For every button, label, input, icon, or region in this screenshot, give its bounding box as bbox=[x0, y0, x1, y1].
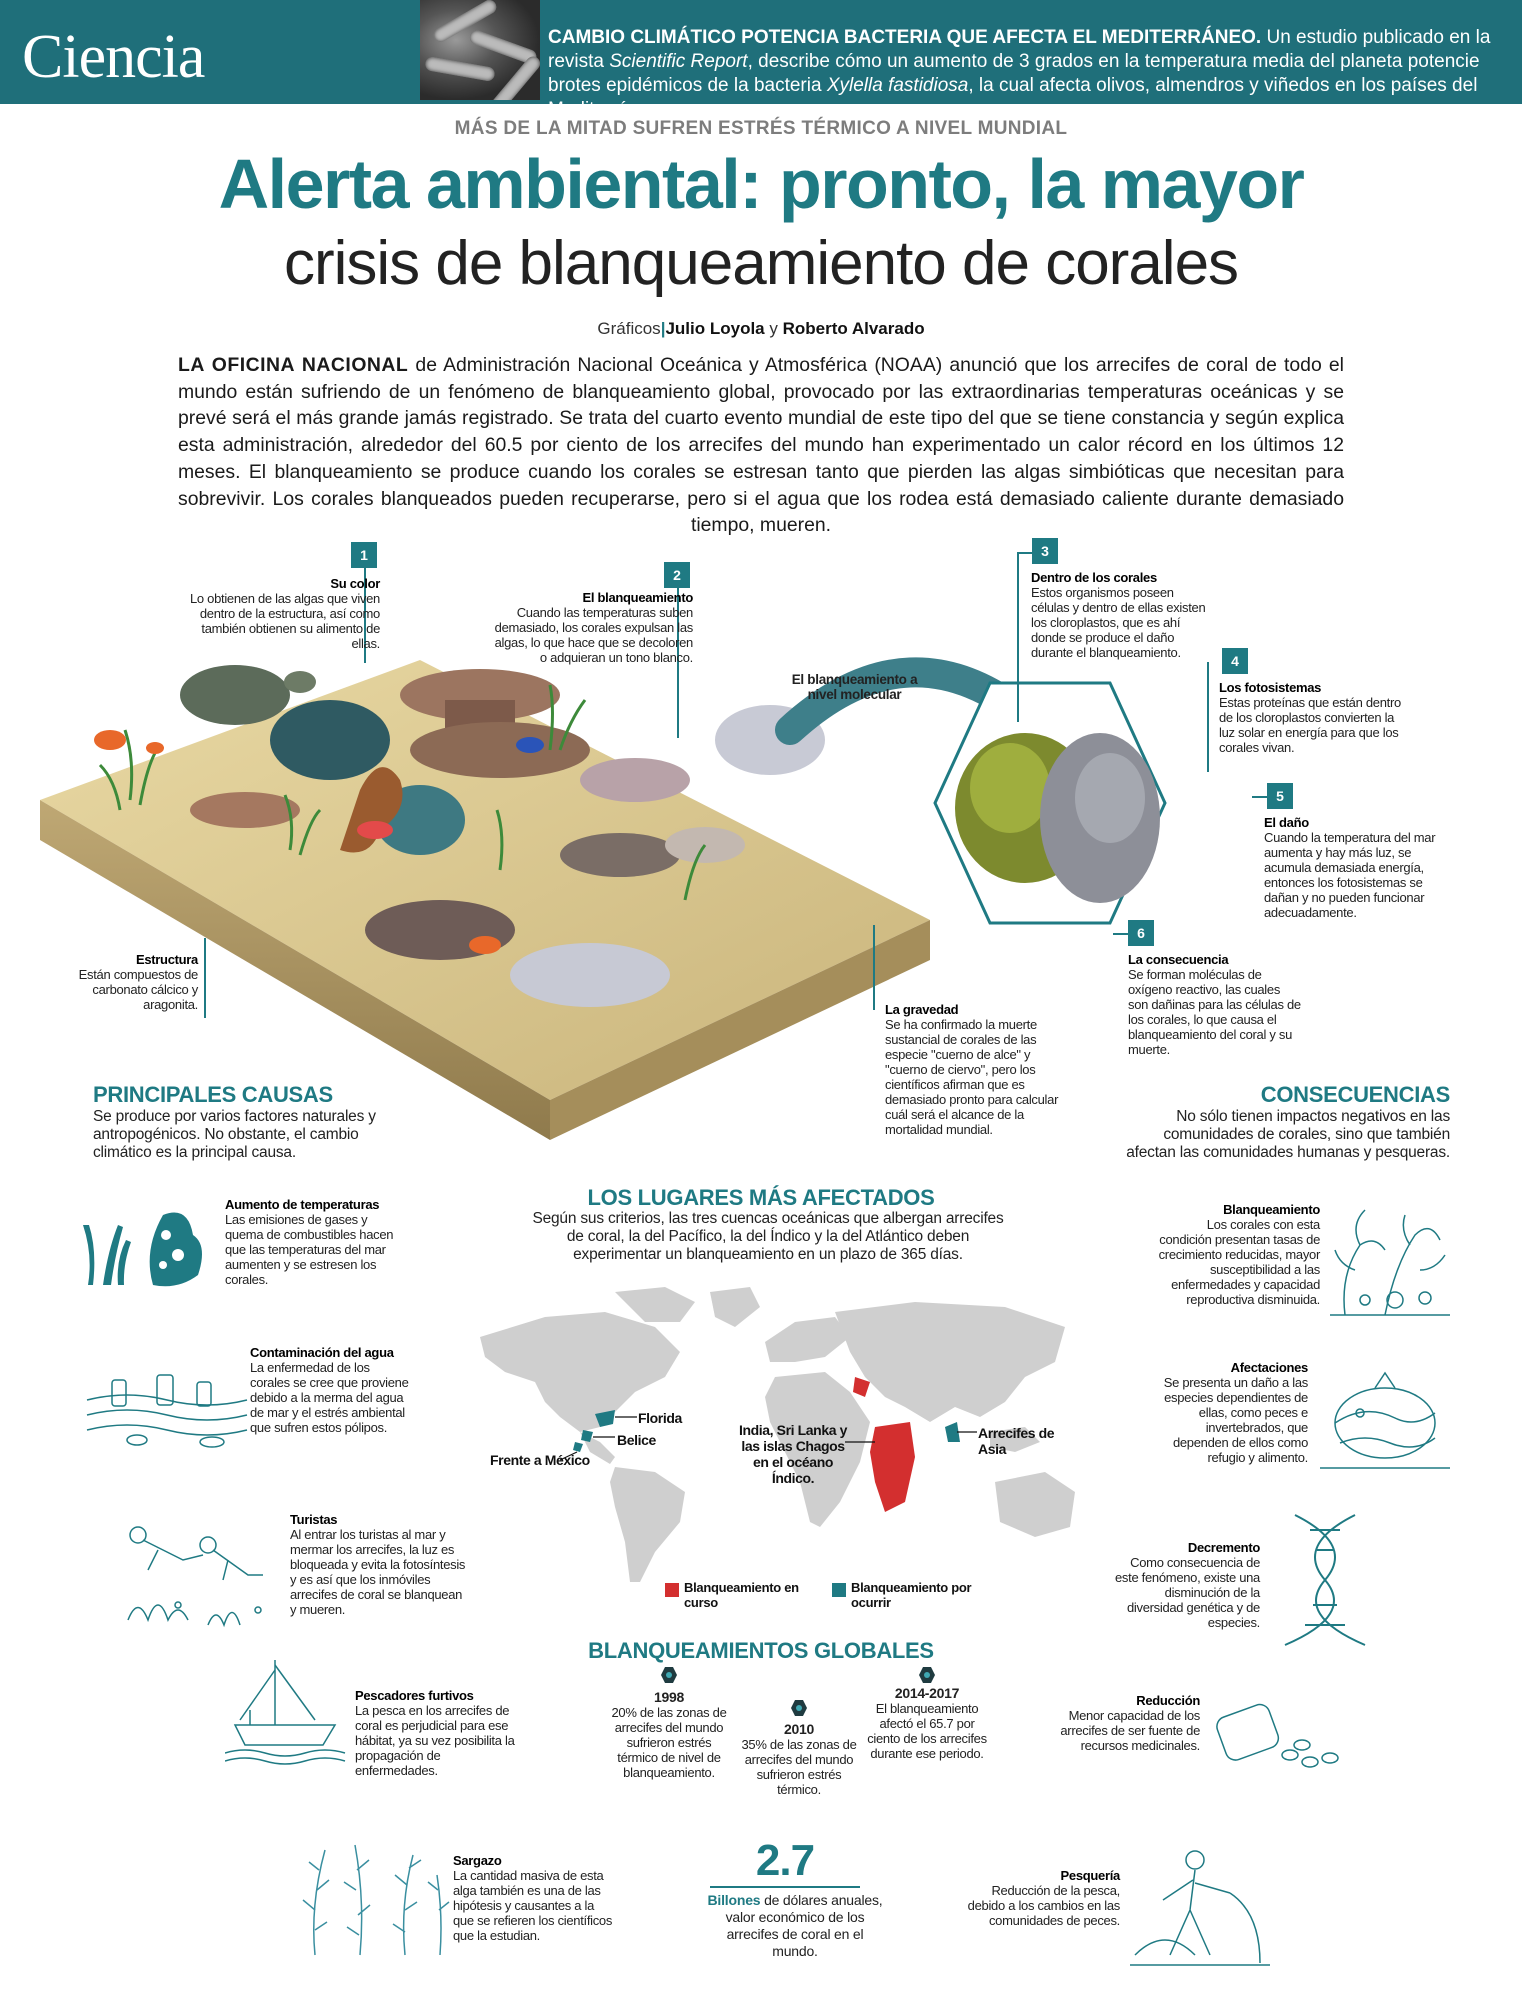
brief-journal: Scientific Report bbox=[609, 51, 748, 72]
brief-text-1: Un estudio publicado en la revista bbox=[548, 27, 1491, 72]
callout-2-text bbox=[488, 590, 693, 665]
leader-line bbox=[1113, 933, 1128, 935]
pollution-icon bbox=[82, 1360, 252, 1450]
section-name: Ciencia bbox=[22, 23, 205, 91]
causes-heading: PRINCIPALES CAUSAS bbox=[93, 1082, 333, 1107]
consequence-4-title: Reducción bbox=[1136, 1693, 1200, 1708]
leader-line bbox=[873, 925, 875, 1010]
event-1998-year: 1998 bbox=[654, 1689, 684, 1705]
callout-1-title: Su color bbox=[330, 576, 380, 591]
turtle-shape bbox=[180, 665, 290, 725]
coral-zoom-hexagon bbox=[930, 678, 1170, 928]
consequence-5-body: Reducción de la pesca, debido a los cambios en las comunidades de peces. bbox=[967, 1883, 1120, 1928]
consequence-3 bbox=[1110, 1540, 1260, 1630]
callout-4-text bbox=[1219, 680, 1404, 755]
callout-2-body: Cuando las temperaturas suben demasiado, los corales expulsan las algas, lo que hace que se decoloren o adquieran un tono blanco. bbox=[494, 605, 693, 665]
clownfish-shape bbox=[94, 730, 126, 750]
callout-4-title: Los fotosistemas bbox=[1219, 680, 1322, 695]
brief-text-3: , la cual afecta olivos, almendros y viñedos en los países del Mediterráneo. bbox=[548, 75, 1478, 120]
cause-4-body: La pesca en los arrecifes de coral es perjudicial para ese hábitat, ya su vez posibilita la propagación de enfermedades. bbox=[355, 1703, 515, 1778]
callout-6-text bbox=[1128, 952, 1303, 1057]
brief-text-2: , describe cómo un aumento de 3 grados en la temperatura media del planeta potencie brotes epidémicos de la bacteria bbox=[548, 51, 1480, 96]
callout-5-text bbox=[1264, 815, 1442, 920]
callout-number-5: 5 bbox=[1267, 783, 1293, 809]
callout-1-body: Lo obtienen de las algas que viven dentro de la estructura, así como también obtienen su alimento de ellas. bbox=[189, 591, 380, 651]
gravity-body: Se ha confirmado la muerte sustancial de corales de las especie "cuerno de alce" y "cuerno de ciervo", pero los científicos afirman que es demasiado pronto para calcular cuál será el alcance de la mortalidad mundial. bbox=[885, 1017, 1059, 1137]
brief-text bbox=[548, 26, 1508, 122]
credits-author-2: Roberto Alvarado bbox=[782, 319, 925, 338]
cause-2-body: La enfermedad de los corales se cree que proviene debido a la merma del agua de mar y el estrés ambiental que sufren estos pólipos. bbox=[250, 1360, 409, 1435]
cause-1-body: Las emisiones de gases y quema de combustibles hacen que las temperaturas del mar aumenten y se estresen los corales. bbox=[225, 1212, 394, 1287]
event-2010 bbox=[736, 1722, 862, 1797]
bleached-coral-icon bbox=[1325, 1200, 1455, 1320]
event-2010-text: 35% de las zonas de arrecifes del mundo sufrieron estrés térmico. bbox=[741, 1737, 857, 1797]
cause-1-title: Aumento de temperaturas bbox=[225, 1197, 380, 1212]
credits bbox=[0, 319, 1522, 339]
headline-line2: crisis de blanqueamiento de corales bbox=[283, 229, 1239, 298]
bacteria-photo bbox=[420, 0, 540, 100]
callout-6-title: La consecuencia bbox=[1128, 952, 1229, 967]
callout-5-body: Cuando la temperatura del mar aumenta y hay más luz, se acumula demasiada energía, entonces los fotosistemas se dañan y no pueden funcionar adecuadamente. bbox=[1264, 830, 1436, 920]
dna-icon bbox=[1265, 1510, 1385, 1650]
big-number-rule bbox=[710, 1886, 860, 1888]
legend-ongoing-swatch bbox=[665, 1583, 679, 1597]
label-india: India, Sri Lanka y las islas Chagos en el océano Índico. bbox=[739, 1422, 847, 1486]
callout-number-4: 4 bbox=[1222, 648, 1248, 674]
gravity-text bbox=[885, 1002, 1070, 1137]
credits-separator: | bbox=[660, 319, 666, 338]
leader-line bbox=[1207, 662, 1209, 772]
callout-5-title: El daño bbox=[1264, 815, 1309, 830]
cause-3-title: Turistas bbox=[290, 1512, 338, 1527]
cause-5-body: La cantidad masiva de esta alga también es una de las hipótesis y causantes a la que se refieren los científicos que la estudian. bbox=[453, 1868, 613, 1943]
kicker: MÁS DE LA MITAD SUFREN ESTRÉS TÉRMICO A NIVEL MUNDIAL bbox=[454, 118, 1068, 139]
consequence-5-title: Pesquería bbox=[1060, 1868, 1120, 1883]
cause-5-title: Sargazo bbox=[453, 1853, 502, 1868]
callout-number-3: 3 bbox=[1032, 538, 1058, 564]
consequence-1-title: Blanqueamiento bbox=[1223, 1202, 1320, 1217]
intro-paragraph bbox=[178, 352, 1344, 539]
consequence-2 bbox=[1148, 1360, 1308, 1465]
leader-line bbox=[1017, 552, 1019, 722]
callout-3-body: Estos organismos poseen células y dentro de ellas existen los cloroplastos, que es ahí donde se produce el daño durante el blanqueamiento. bbox=[1031, 585, 1206, 660]
headline-line1: Alerta ambiental: pronto, la mayor bbox=[218, 145, 1304, 223]
cause-5 bbox=[453, 1853, 618, 1943]
leader-line bbox=[204, 938, 206, 1018]
label-belice: Belice bbox=[617, 1432, 656, 1448]
timeline-marker-1998 bbox=[661, 1667, 677, 1683]
molecular-label: El blanqueamiento a nivel molecular bbox=[791, 672, 918, 702]
event-1998 bbox=[606, 1690, 732, 1780]
credits-and: y bbox=[764, 319, 783, 338]
callout-4-body: Estas proteínas que están dentro de los cloroplastos convierten la luz solar en energía para que los corales vivan. bbox=[1219, 695, 1401, 755]
big-number-unit: Billones bbox=[707, 1892, 761, 1908]
sargassum-icon bbox=[295, 1840, 455, 1960]
consequence-5 bbox=[960, 1868, 1120, 1928]
cause-3-body: Al entrar los turistas al mar y mermar los arrecifes, la luz es bloqueada y evita la fotosíntesis y es así que los inmóviles arrecifes de coral se blanquean y mueren. bbox=[290, 1527, 466, 1617]
big-number: 2.7 bbox=[755, 1836, 815, 1885]
consequences-heading: CONSECUENCIAS bbox=[1260, 1082, 1450, 1107]
consequence-4 bbox=[1045, 1693, 1200, 1753]
leader-line bbox=[1252, 796, 1267, 798]
consequence-2-title: Afectaciones bbox=[1230, 1360, 1308, 1375]
callout-number-2: 2 bbox=[664, 562, 690, 588]
brief-headline: CAMBIO CLIMÁTICO POTENCIA BACTERIA QUE AFECTA EL MEDITERRÁNEO. bbox=[548, 27, 1262, 48]
structure-text bbox=[70, 952, 198, 1012]
cause-3 bbox=[290, 1512, 468, 1617]
event-2014-text: El blanqueamiento afectó el 65.7 por ciento de los arrecifes durante ese periodo. bbox=[867, 1701, 987, 1761]
structure-body: Están compuestos de carbonato cálcico y aragonita. bbox=[78, 967, 198, 1012]
consequence-3-title: Decremento bbox=[1187, 1540, 1260, 1555]
global-heading: BLANQUEAMIENTOS GLOBALES bbox=[588, 1638, 934, 1663]
places-intro: Según sus criterios, las tres cuencas oceánicas que albergan arrecifes de coral, la del Pacífico, la del Índico y la del Atlántico deben experimentar un blanqueamiento en un plazo de 365 días. bbox=[532, 1210, 1004, 1263]
legend-ongoing-label: Blanqueamiento en curso bbox=[684, 1580, 799, 1610]
intro-lead: LA OFICINA NACIONAL bbox=[178, 354, 409, 376]
consequence-3-body: Como consecuencia de este fenómeno, existe una disminución de la diversidad genética y de especies. bbox=[1115, 1555, 1260, 1630]
cause-2-title: Contaminación del agua bbox=[250, 1345, 394, 1360]
callout-1-text bbox=[185, 576, 380, 651]
fishing-boat-icon bbox=[225, 1655, 350, 1765]
consequence-2-body: Se presenta un daño a las especies dependientes de ellas, como peces e invertebrados, que dependen de ellos como refugio y alimento. bbox=[1163, 1375, 1308, 1465]
affected-fish-icon bbox=[1315, 1368, 1455, 1478]
credits-label: Gráficos bbox=[597, 319, 661, 338]
callout-3-title: Dentro de los corales bbox=[1031, 570, 1157, 585]
credits-author-1: Julio Loyola bbox=[665, 319, 765, 338]
consequences-intro: No sólo tienen impactos negativos en las comunidades de corales, sino que también afectan las comunidades humanas y pesqueras. bbox=[1126, 1108, 1450, 1161]
consequence-4-body: Menor capacidad de los arrecifes de ser fuente de recursos medicinales. bbox=[1060, 1708, 1200, 1753]
label-asia: Arrecifes de Asia bbox=[978, 1425, 1055, 1457]
callout-6-body: Se forman moléculas de oxígeno reactivo, las cuales son dañinas para las células de los corales, lo que causa el blanqueamiento del coral y su muerte. bbox=[1128, 967, 1301, 1057]
legend-upcoming-swatch bbox=[832, 1583, 846, 1597]
gravity-title: La gravedad bbox=[885, 1002, 959, 1017]
big-number-caption bbox=[705, 1892, 885, 1960]
callout-2-title: El blanqueamiento bbox=[582, 590, 693, 605]
consequence-1 bbox=[1155, 1202, 1320, 1307]
leader-line bbox=[1017, 552, 1032, 554]
fisherman-icon bbox=[1125, 1845, 1275, 1970]
brief-species: Xylella fastidiosa bbox=[826, 75, 969, 96]
event-1998-text: 20% de las zonas de arrecifes del mundo sufrieron estrés térmico de nivel de blanqueamiento. bbox=[611, 1705, 727, 1780]
intro-text: de Administración Nacional Oceánica y Atmosférica (NOAA) anunció que los arrecifes de coral de todo el mundo están sufriendo de un fenómeno de blanqueamiento global, provocado por las extraordinarias temperaturas oceánicas y se prevé será el más grande jamás registrado. Se trata del cuarto evento mundial de este tipo del que se tiene constancia y según explica esta administración, alrededor del 60.5 por ciento de los arrecifes del mundo han experimentado un calor récord en los últimos 12 meses. El blanqueamiento se produce cuando los corales se estresan tanto que pierden las algas simbióticas que necesitan para sobrevivir. Los corales blanqueados pueden recuperarse, pero si el agua que los rodea está demasiado caliente durante demasiado tiempo, mueren. bbox=[178, 354, 1344, 537]
event-2014-year: 2014-2017 bbox=[894, 1685, 960, 1701]
tourists-icon bbox=[118, 1510, 283, 1640]
timeline-marker-2014 bbox=[919, 1667, 935, 1683]
big-number-text: de dólares anuales, valor económico de los arrecifes de coral en el mundo. bbox=[725, 1892, 883, 1959]
timeline-marker-2010 bbox=[791, 1700, 807, 1716]
temperature-icon bbox=[78, 1200, 228, 1290]
cause-2 bbox=[250, 1345, 410, 1435]
callout-number-1: 1 bbox=[351, 542, 377, 568]
medicine-bottle-icon bbox=[1210, 1700, 1350, 1780]
label-mexico: Frente a México bbox=[490, 1452, 590, 1468]
label-florida: Florida bbox=[638, 1410, 682, 1426]
consequence-1-body: Los corales con esta condición presentan tasas de crecimiento reducidas, mayor susceptibilidad a las enfermedades y capacidad reproductiva disminuida. bbox=[1158, 1217, 1320, 1307]
event-2010-year: 2010 bbox=[784, 1721, 814, 1737]
cause-4 bbox=[355, 1688, 520, 1778]
causes-intro: Se produce por varios factores naturales y antropogénicos. No obstante, el cambio climático es la principal causa. bbox=[93, 1108, 376, 1161]
legend-upcoming-label: Blanqueamiento por ocurrir bbox=[851, 1580, 972, 1610]
places-heading: LOS LUGARES MÁS AFECTADOS bbox=[587, 1185, 935, 1210]
structure-title: Estructura bbox=[135, 952, 198, 967]
cause-4-title: Pescadores furtivos bbox=[355, 1688, 474, 1703]
event-2014 bbox=[862, 1686, 992, 1761]
callout-number-6: 6 bbox=[1128, 920, 1154, 946]
callout-3-text bbox=[1031, 570, 1211, 660]
